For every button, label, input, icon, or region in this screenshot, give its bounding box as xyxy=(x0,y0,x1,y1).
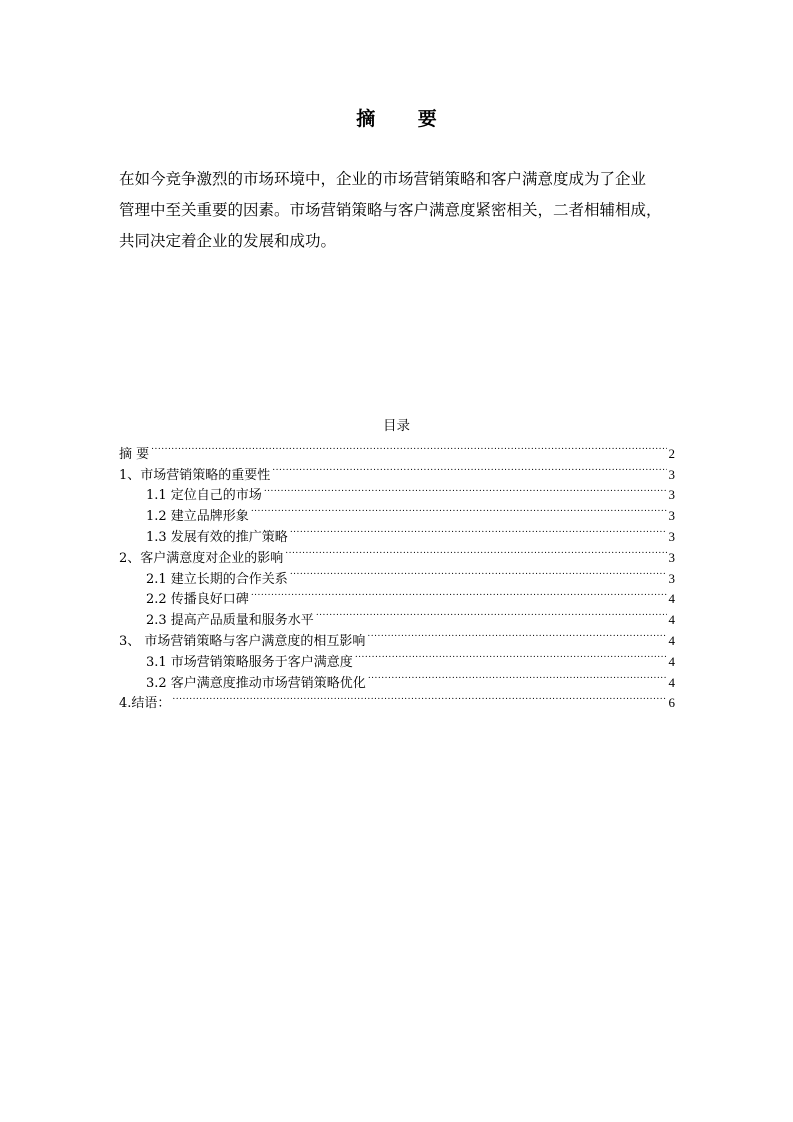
toc-entry-label: 3.1 市场营销策略服务于客户满意度 xyxy=(146,654,353,670)
toc-leader-dots xyxy=(251,583,667,604)
toc-title: 目录 xyxy=(383,418,410,434)
toc-leader-dots xyxy=(368,666,667,687)
toc-entry-label: 1.1 定位自己的市场 xyxy=(146,488,262,504)
toc-entry-page: 3 xyxy=(668,570,675,586)
toc-leader-dots xyxy=(172,687,666,708)
toc-entry-label: 1.2 建立品牌形象 xyxy=(146,509,249,525)
toc-leader-dots xyxy=(151,437,666,458)
toc-entry-label: 1.3 发展有效的推广策略 xyxy=(146,529,288,545)
toc-entry-page: 3 xyxy=(668,549,675,565)
toc-leader-dots xyxy=(290,562,667,583)
toc-entry-label: 2、客户满意度对企业的影响 xyxy=(119,550,284,566)
toc-entry-label: 2.3 提高产品质量和服务水平 xyxy=(146,613,314,629)
toc-leader-dots xyxy=(264,479,667,500)
abstract-line: 管理中至关重要的因素。市场营销策略与客户满意度紧密相关，二者相辅相成， xyxy=(119,201,662,219)
toc-entry-label: 3.2 客户满意度推动市场营销策略优化 xyxy=(146,675,366,691)
toc-entry[interactable] xyxy=(119,687,675,712)
toc-entry-page: 4 xyxy=(668,653,675,669)
toc-entry-page: 4 xyxy=(668,591,675,607)
toc-entry-page: 6 xyxy=(668,695,675,711)
abstract-body xyxy=(119,164,675,257)
toc-leader-dots xyxy=(290,520,667,541)
abstract-line: 在如今竞争激烈的市场环境中，企业的市场营销策略和客户满意度成为了企业 xyxy=(119,170,647,188)
toc-leader-dots xyxy=(251,499,667,520)
toc-entry-label: 3、 市场营销策略与客户满意度的相互影响 xyxy=(119,633,366,649)
toc-leader-dots xyxy=(285,541,666,562)
toc-entry-page: 3 xyxy=(668,528,675,544)
toc-leader-dots xyxy=(272,458,666,479)
toc-entry-page: 4 xyxy=(668,632,675,648)
toc-entry-page: 2 xyxy=(668,445,675,461)
toc-entry-page: 4 xyxy=(668,612,675,628)
toc-leader-dots xyxy=(316,603,667,624)
table-of-contents xyxy=(119,437,675,712)
toc-entry[interactable] xyxy=(119,437,675,462)
toc-entry-label: 2.1 建立长期的合作关系 xyxy=(146,571,288,587)
toc-entry-page: 4 xyxy=(668,674,675,690)
toc-leader-dots xyxy=(355,645,667,666)
toc-entry[interactable] xyxy=(119,458,675,483)
abstract-line: 共同决定着企业的发展和成功。 xyxy=(119,232,337,250)
toc-entry-page: 3 xyxy=(668,466,675,482)
toc-entry-label: 1、市场营销策略的重要性 xyxy=(119,467,271,483)
toc-entry-label: 2.2 传播良好口碑 xyxy=(146,592,249,608)
toc-entry-label: 4.结语： xyxy=(119,696,171,712)
toc-entry-label: 摘 要 xyxy=(119,446,150,462)
toc-entry-page: 3 xyxy=(668,487,675,503)
toc-leader-dots xyxy=(367,624,666,645)
abstract-title: 摘 要 xyxy=(356,108,455,130)
toc-entry-page: 3 xyxy=(668,508,675,524)
